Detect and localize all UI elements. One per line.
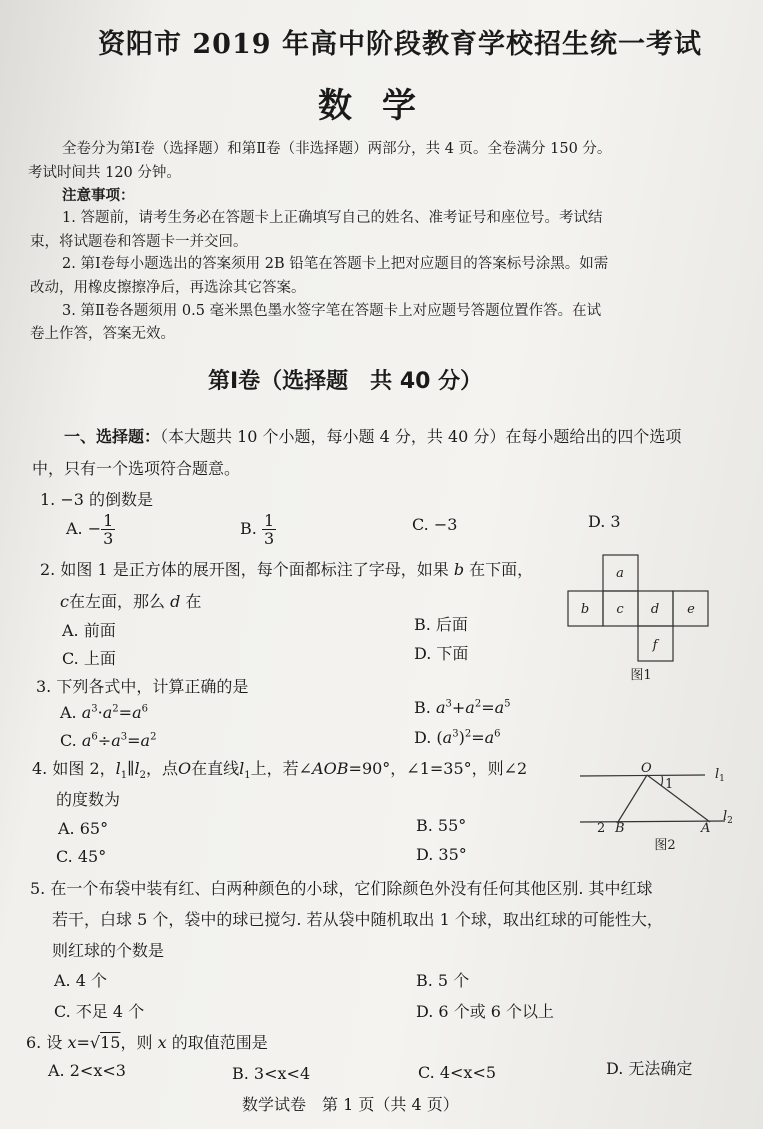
q2-option-b: B. 后面 [414,615,468,634]
point-o-label: O [641,761,652,776]
parallel-lines-figure [575,760,740,855]
q2-stem-text-a: 2. 如图 1 是正方体的展开图，每个面都标注了字母，如果 [40,560,449,579]
q1-option-d: D. 3 [588,512,621,531]
angle-1-label: 1 [665,777,674,792]
q4-stem-text-5: =90°，∠1=35°，则∠2 [348,759,528,778]
q3-a-label: A. [60,703,77,722]
q1-a-fraction [101,512,115,547]
q1-option-a [66,512,115,547]
q4-stem-text-4: 上，若∠ [250,759,313,778]
q4-angle-name: AOB [312,759,349,778]
intro-line-1: 全卷分为第Ⅰ卷（选择题）和第Ⅱ卷（非选择题）两部分，共 4 页。全卷满分 150 分。 [62,141,612,157]
q1-b-den: 3 [263,529,275,548]
q6-var-x: x [67,1033,77,1052]
face-label-f: f [652,638,658,653]
subject-title: 数学 [318,86,446,126]
q1-option-c: C. −3 [412,515,458,534]
q1-a-sign: − [87,519,102,538]
q3-option-b: B. $a^3+a^2=a^5$ [414,698,511,717]
q1-a-den: 3 [103,529,114,548]
q5-option-a: A. 4 个 [54,971,107,990]
q2-stem-text-b1: 在左面，那么 [68,592,165,611]
q4-option-a: A. 65° [58,819,109,838]
q4-stem-b: 的度数为 [56,790,121,809]
q2-stem-text-b2: 在 [185,592,202,611]
q4-stem-a: 4. 如图 2，$l_1\parallel l_2$，点O在直线$l_1$上，若∠AOB=90°，∠1=35°，则∠2 [32,759,528,782]
q2-var-d: d [170,592,181,611]
q2-stem-a [40,557,533,580]
intro-line-2: 考试时间共 120 分钟。 [28,165,181,181]
notice-heading: 注意事项： [62,187,135,204]
q5-option-d: D. 6 个或 6 个以上 [416,1002,555,1021]
q2-option-c: C. 上面 [62,649,116,668]
section-title: 第Ⅰ卷（选择题 共 40 分） [208,369,483,394]
q6-radicand: 15 [100,1033,121,1052]
point-a-label: A [701,821,711,836]
q6-option-d: D. 无法确定 [606,1059,693,1078]
line-l1-label: $l_1$ [715,767,725,784]
q1-a-label: A. [66,519,83,538]
exam-title: 资阳市 2019 年高中阶段教育学校招生统一考试 [98,29,702,60]
q6-option-c: C. 4<x<5 [418,1063,497,1082]
q4-option-c: C. 45° [56,847,107,866]
q4-option-b: B. 55° [416,816,467,835]
q2-option-a: A. 前面 [62,621,116,640]
section-instr-text: （本大题共 10 个小题，每小题 4 分，共 40 分）在每小题给出的四个选项 [160,427,682,446]
segment-ob [618,775,647,822]
q3-c-label: C. [60,731,77,750]
segment-oa [647,775,710,822]
q3-stem: 3. 下列各式中，计算正确的是 [36,677,249,696]
face-label-d: d [650,602,660,617]
figure-2-caption: 图2 [654,838,676,853]
line-l2-label: $l_2$ [723,809,733,826]
q4-option-d: D. 35° [416,845,467,864]
angle-1-arc [661,776,662,786]
face-label-b: b [580,602,590,617]
q2-option-d: D. 下面 [414,644,469,663]
q1-b-num: 1 [263,511,275,530]
q1-b-fraction [262,512,276,547]
section-instruction-b: 中，只有一个选项符合题意。 [32,459,241,478]
q1-a-num: 1 [103,511,114,530]
section-instruction-a [64,424,681,447]
face-label-c: c [616,602,624,617]
note-1b: 束，将试题卷和答题卡一并交回。 [30,234,248,250]
angle-2-label: 2 [597,821,606,836]
q3-b-label: B. [414,698,431,717]
q3-option-a: A. $a^3\cdot a^2=a^6$ [60,703,148,722]
q2-stem-text-a2: 在下面， [469,560,534,579]
page-footer: 数学试卷 第 1 页（共 4 页） [242,1095,459,1114]
figure-1-caption: 图1 [630,668,652,683]
q1-b-label: B. [240,519,257,538]
note-2a: 2. 第Ⅰ卷每小题选出的答案须用 2B 铅笔在答题卡上把对应题目的答案标号涂黑。如需 [62,256,609,272]
note-1a: 1. 答题前，请考生务必在答题卡上正确填写自己的姓名、准考证号和座位号。考试结 [62,210,603,226]
q6-stem-text-c: 的取值范围是 [171,1033,268,1052]
q1-stem: 1. −3 的倒数是 [40,490,154,509]
q6-stem-text-a: 6. 设 [26,1033,63,1052]
face-label-a: a [616,566,624,581]
q4-point-o: O [178,759,192,778]
q2-stem-b [60,589,201,612]
q5-option-c: C. 不足 4 个 [54,1002,145,1021]
section-label: 一、选择题： [64,427,161,446]
face-label-e: e [687,602,695,617]
q5-stem-line-3: 则红球的个数是 [52,941,165,960]
q6-option-b: B. 3<x<4 [232,1064,311,1083]
q4-stem-text-1: 4. 如图 2， [32,759,116,778]
cube-net-figure [565,553,715,683]
q4-stem-text-3: 在直线 [191,759,240,778]
q3-option-d: D. $(a^3)^2=a^6$ [414,728,501,747]
q5-stem-line-2: 若干，白球 5 个，袋中的球已搅匀. 若从袋中随机取出 1 个球，取出红球的可能性大， [52,910,663,929]
q2-var-c: c [60,592,69,611]
q4-stem-text-2: ，点 [146,759,179,778]
q5-option-b: B. 5 个 [416,971,470,990]
note-2b: 改动，用橡皮擦擦净后，再选涂其它答案。 [30,280,306,296]
point-b-label: B [615,821,625,836]
q6-stem-text-b: ，则 [120,1033,153,1052]
note-3b: 卷上作答，答案无效。 [30,326,175,342]
q6-stem: 6. 设 x=√15，则 x 的取值范围是 [26,1033,268,1052]
note-3a: 3. 第Ⅱ卷各题须用 0.5 毫米黑色墨水签字笔在答题卡上对应题号答题位置作答。在试 [62,303,602,319]
q6-option-a: A. 2<x<3 [48,1061,126,1080]
q1-option-b [240,512,276,547]
q3-option-c: C. $a^6\div a^3=a^2$ [60,731,157,750]
q5-stem-line-1: 5. 在一个布袋中装有红、白两种颜色的小球，它们除颜色外没有任何其他区别. 其中红球 [30,879,653,898]
q2-var-b: b [453,560,465,579]
q3-d-label: D. [414,728,432,747]
